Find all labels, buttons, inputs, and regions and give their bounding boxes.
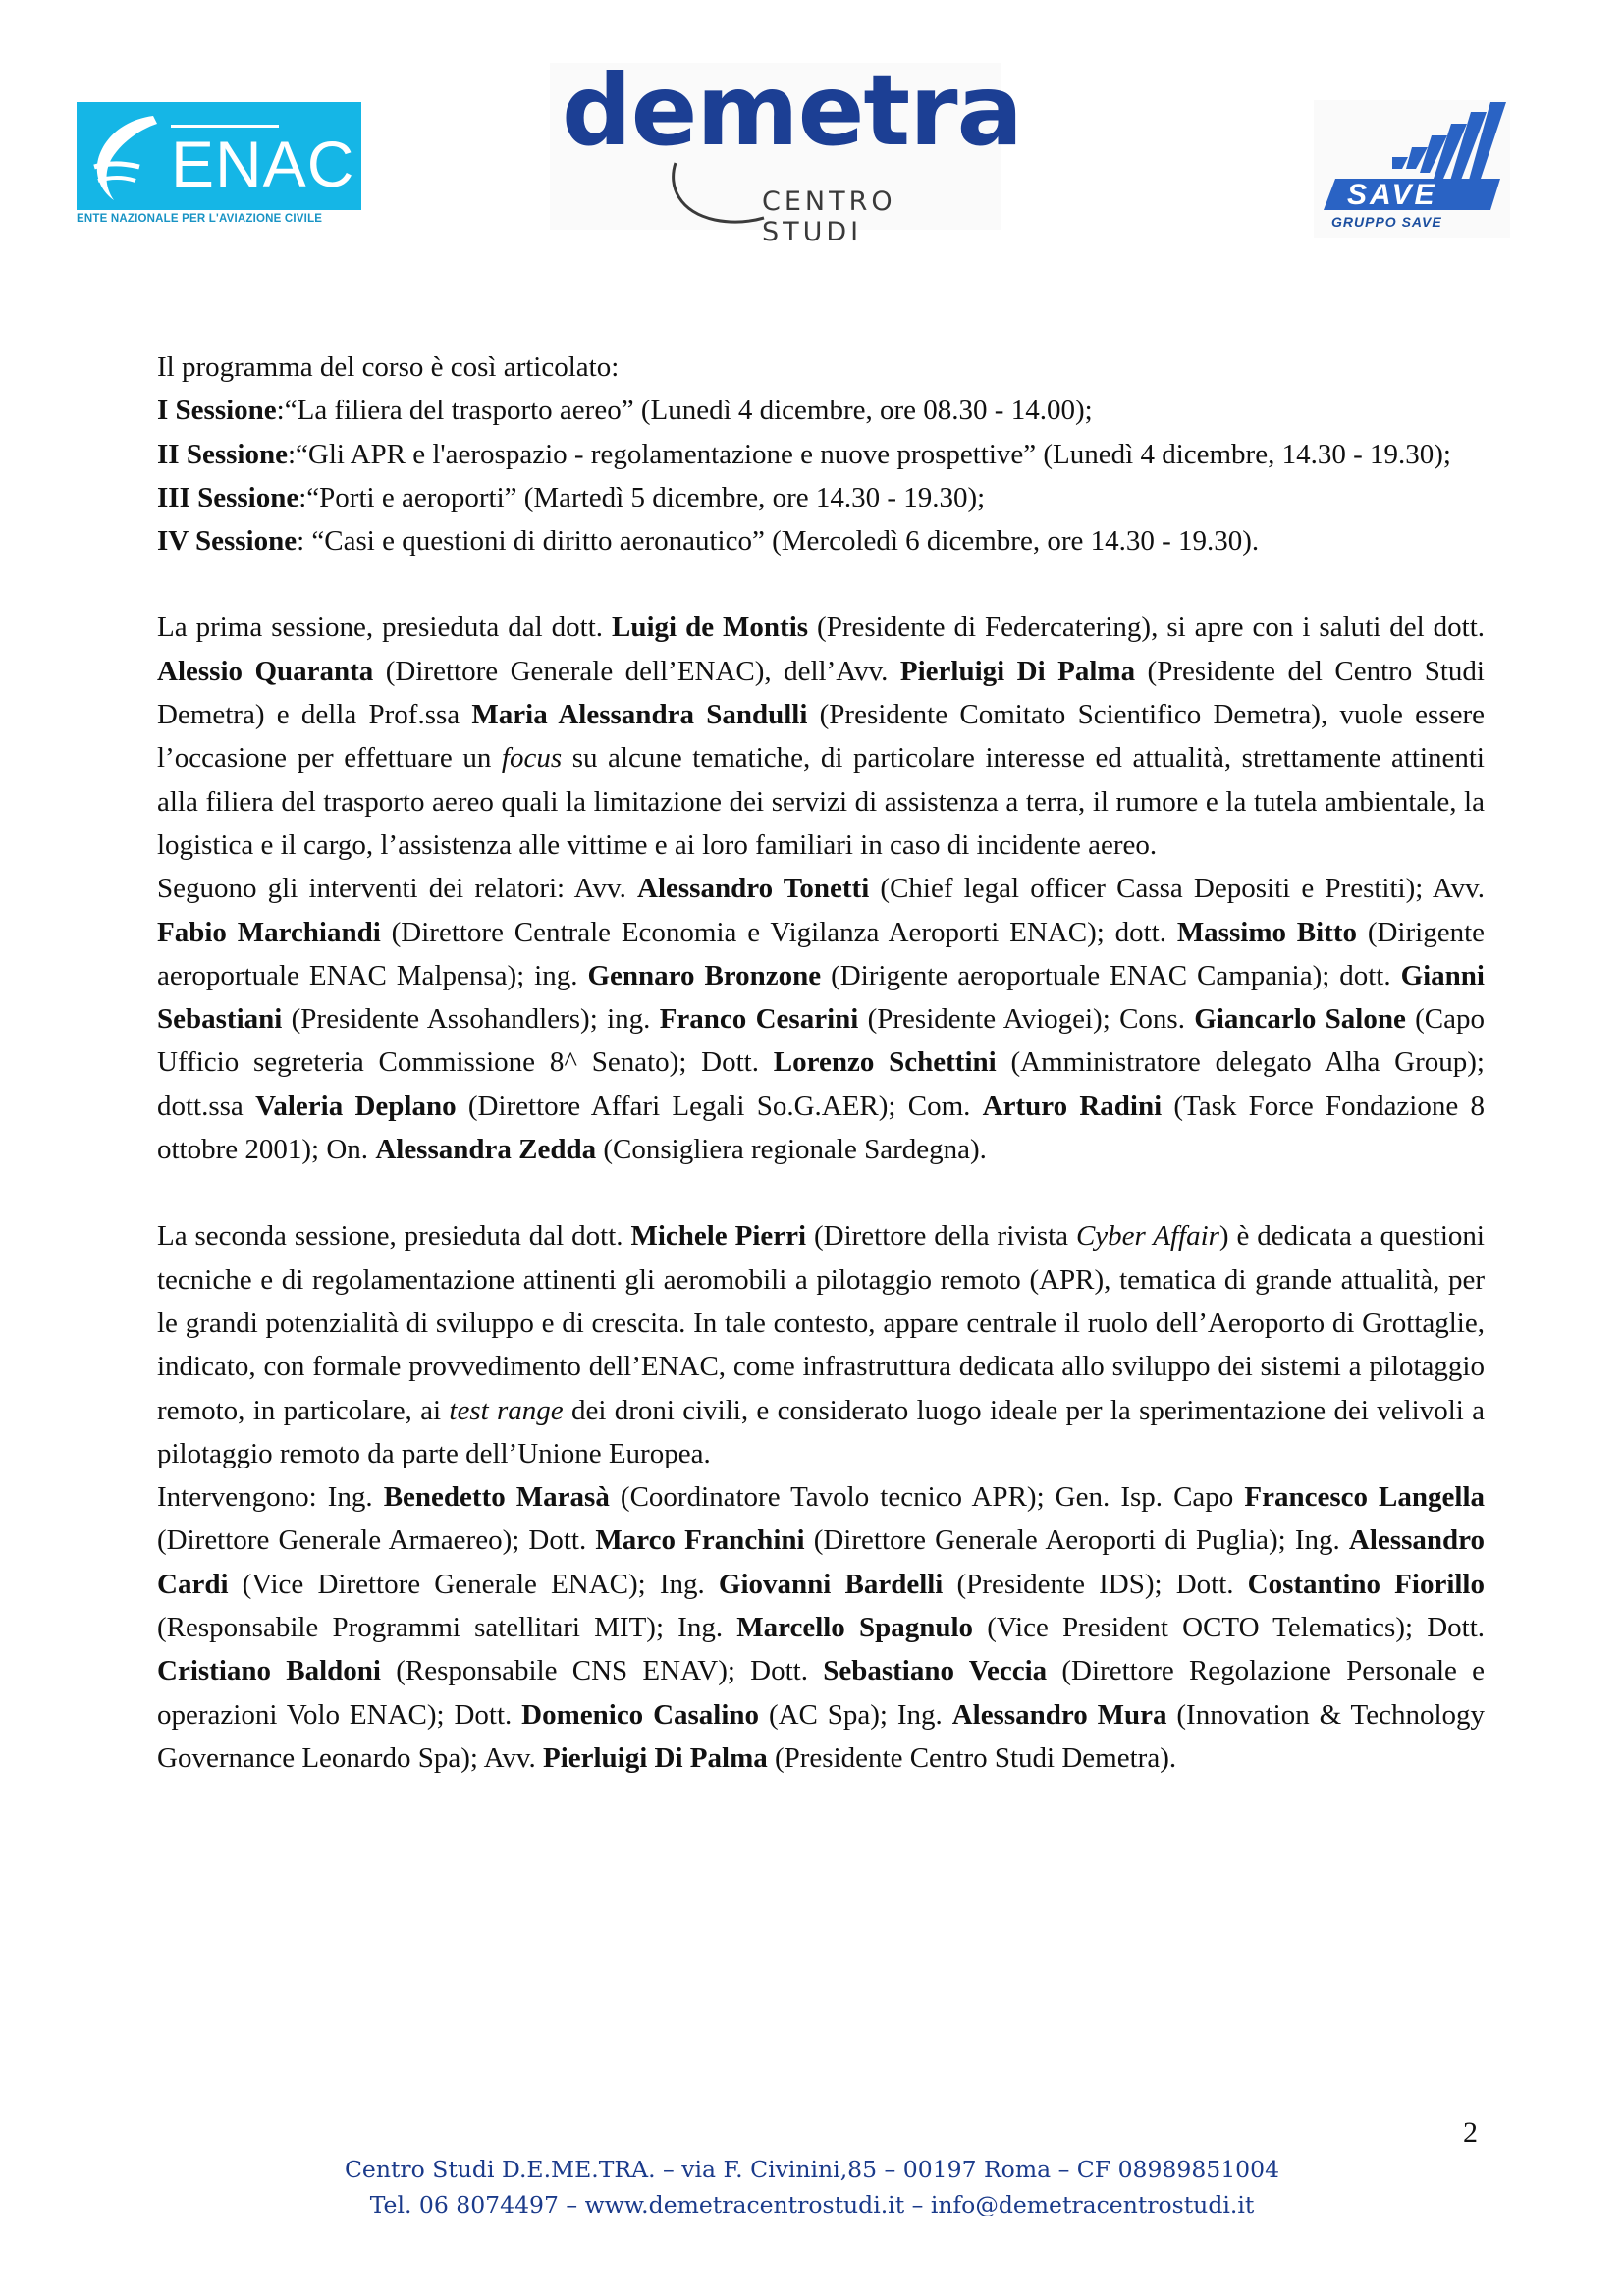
first-session-speakers [157, 867, 1485, 1171]
session-text: :“Porti e aeroporti” (Martedì 5 dicembre, ore 14.30 - 19.30); [298, 481, 986, 513]
session-text: : “Casi e questioni di diritto aeronautico” (Mercoledì 6 dicembre, ore 14.30 - 19.30). [297, 525, 1260, 558]
speaker-name: Alessio Quaranta [157, 655, 374, 687]
text-run: (Responsabile Programmi satellitari MIT); Ing. [157, 1612, 737, 1644]
text-run: La prima sessione, presieduta dal dott. [157, 612, 612, 644]
footer-address: Centro Studi D.E.ME.TRA. – via F. Civinini,85 – 00197 Roma – CF 08989851004 [344, 2156, 1280, 2183]
session-label: I Sessione [157, 395, 277, 427]
program-intro: Il programma del corso è così articolato: [157, 351, 620, 383]
speaker-name: Giovanni Bardelli [718, 1568, 944, 1600]
document-body [157, 346, 1485, 1780]
italic-term: Cyber Affair [1075, 1220, 1219, 1253]
text-run: (Presidente Comitato Scientifico Demetra), vuole essere l’occasione per effettuare un [157, 699, 1485, 774]
text-run: (Direttore Generale Aeroporti di Puglia); Ing. [804, 1524, 1349, 1557]
text-run: (Presidente Aviogei); Cons. [858, 1003, 1195, 1036]
text-run: (Presidente del Centro Studi Demetra) e della Prof.ssa [157, 655, 1485, 731]
text-run: (AC Spa); Ing. [759, 1698, 952, 1731]
text-run: (Direttore Generale dell’ENAC), dell’Avv. [373, 655, 900, 687]
enac-subtitle: ENTE NAZIONALE PER L'AVIAZIONE CIVILE [77, 213, 323, 225]
enac-swoosh-icon [84, 108, 163, 206]
session-label: II Sessione [157, 438, 288, 470]
speaker-name: Lorenzo Schettini [773, 1046, 997, 1079]
session-line-4 [157, 519, 1485, 562]
demetra-subtitle: CENTRO STUDI [762, 187, 896, 247]
save-logo [1314, 100, 1510, 238]
text-run: (Responsabile CNS ENAV); Dott. [380, 1655, 824, 1687]
text-run: (Presidente di Federcatering), si apre con i saluti del dott. [808, 612, 1486, 644]
text-run: Intervengono: Ing. [157, 1481, 384, 1514]
speaker-name: Benedetto Marasà [383, 1481, 610, 1514]
speaker-name: Pierluigi Di Palma [899, 655, 1136, 687]
text-run: (Vice President OCTO Telematics); Dott. [973, 1612, 1486, 1644]
second-session-intro [157, 1214, 1485, 1475]
text-run: (Coordinatore Tavolo tecnico APR); Gen. Isp. Capo [609, 1481, 1245, 1514]
session-label: IV Sessione [157, 525, 298, 558]
session-text: :“Gli APR e l'aerospazio - regolamentazione e nuove prospettive” (Lunedì 4 dicembre, 14.30 - 19.30); [287, 438, 1451, 470]
text-run: (Chief legal officer Cassa Depositi e Prestiti); Avv. [869, 873, 1486, 905]
session-line-1 [157, 389, 1485, 432]
italic-term: test range [449, 1394, 564, 1426]
text-run: su alcune tematiche, di particolare interesse ed attualità, strettamente attinenti alla filiera del trasporto aereo quali la limitazione dei servizi di assistenza a terra, il rumore e la tutela ambientale, la logistica e il cargo, l’assistenza alle vittime e ai loro familiari in caso di incidente aereo. [157, 742, 1485, 861]
speaker-name: Arturo Radini [982, 1090, 1163, 1122]
paragraph-gap [157, 562, 1485, 606]
speaker-name: Marcello Spagnulo [736, 1612, 974, 1644]
session-line-3 [157, 476, 1485, 519]
text-run: (Task Force Fondazione 8 ottobre 2001); On. [157, 1090, 1485, 1166]
footer-contacts: Tel. 06 8074497 – www.demetracentrostudi.it – info@demetracentrostudi.it [369, 2191, 1255, 2218]
speaker-name: Luigi de Montis [612, 612, 809, 644]
speaker-name: Alessandro Cardi [157, 1524, 1485, 1600]
text-run: (Presidente IDS); Dott. [943, 1568, 1248, 1600]
text-run: Seguono gli interventi dei relatori: Avv. [157, 873, 638, 905]
speaker-name: Valeria Deplano [255, 1090, 457, 1122]
speaker-name: Sebastiano Veccia [823, 1655, 1048, 1687]
speaker-name: Michele Pierri [630, 1220, 807, 1253]
text-run: (Dirigente aeroportuale ENAC Malpensa); ing. [157, 916, 1486, 991]
text-run: (Amministratore delegato Alha Group); dott.ssa [157, 1046, 1485, 1122]
speaker-name: Giancarlo Salone [1194, 1003, 1406, 1036]
speaker-name: Alessandro Mura [951, 1698, 1167, 1731]
text-run: (Direttore Centrale Economia e Vigilanza Aeroporti ENAC); dott. [380, 916, 1177, 948]
demetra-wordmark: demetra [562, 53, 1023, 168]
text-run: dei droni civili, e considerato luogo ideale per la sperimentazione dei velivoli a pilotaggio remoto da parte dell’Unione Europea. [157, 1394, 1485, 1469]
session-label: III Sessione [157, 481, 299, 513]
text-run: (Direttore Generale Armaereo); Dott. [157, 1524, 596, 1557]
text-run: (Direttore Affari Legali So.G.AER); Com. [456, 1090, 983, 1122]
text-run: (Dirigente aeroportuale ENAC Campania); dott. [821, 959, 1401, 991]
page-number: 2 [1463, 2116, 1478, 2149]
italic-term: focus [501, 742, 563, 774]
second-session-speakers [157, 1475, 1485, 1780]
speaker-name: Franco Cesarini [659, 1003, 859, 1036]
speaker-name: Maria Alessandra Sandulli [471, 699, 808, 731]
save-subtitle: GRUPPO SAVE [1331, 214, 1442, 230]
text-run: (Direttore Regolazione Personale e operazioni Volo ENAC); Dott. [157, 1655, 1486, 1731]
text-run: (Consigliera regionale Sardegna). [596, 1134, 987, 1166]
text-run: La seconda sessione, presieduta dal dott. [157, 1220, 631, 1253]
demetra-logo [550, 53, 1023, 247]
session-text: :“La filiera del trasporto aereo” (Lunedì 4 dicembre, ore 08.30 - 14.00); [276, 395, 1093, 427]
footer [0, 2152, 1624, 2222]
enac-logo-box [77, 102, 361, 210]
text-run: (Vice Direttore Generale ENAC); Ing. [228, 1568, 719, 1600]
speaker-name: Fabio Marchiandi [157, 916, 381, 948]
speaker-name: Massimo Bitto [1176, 916, 1358, 948]
paragraph-gap [157, 1171, 1485, 1214]
save-wordmark: SAVE [1347, 179, 1437, 211]
enac-logo [77, 102, 361, 230]
text-run: (Innovation & Technology Governance Leonardo Spa); Avv. [157, 1698, 1485, 1774]
text-run: ) è dedicata a questioni tecniche e di regolamentazione attinenti gli aeromobili a pilotaggio remoto (APR), tematica di grande attualità, per le grandi potenzialità di sviluppo e di crescita. In tale contesto, appare centrale il ruolo dell’Aeroporto di Grottaglie, indicato, con formale provvedimento dell’ENAC, come infrastruttura dedicata allo sviluppo dei sistemi a pilotaggio remoto, in particolare, ai [157, 1220, 1485, 1426]
session-line-2 [157, 433, 1485, 476]
first-session-intro [157, 606, 1485, 867]
speaker-name: Cristiano Baldoni [157, 1655, 381, 1687]
speaker-name: Gianni Sebastiani [157, 959, 1485, 1036]
speaker-name: Alessandro Tonetti [637, 873, 870, 905]
speaker-name: Gennaro Bronzone [587, 959, 822, 991]
text-run: (Direttore della rivista [806, 1220, 1076, 1253]
enac-wordmark: ENAC [171, 128, 355, 200]
text-run: (Presidente Assohandlers); ing. [282, 1003, 660, 1036]
text-run: (Capo Ufficio segreteria Commissione 8^ Senato); Dott. [157, 1003, 1486, 1079]
speaker-name: Marco Franchini [595, 1524, 805, 1557]
speaker-name: Francesco Langella [1244, 1481, 1485, 1514]
text-run: (Presidente Centro Studi Demetra). [767, 1741, 1177, 1774]
speaker-name: Alessandra Zedda [375, 1134, 597, 1166]
speaker-name: Pierluigi Di Palma [542, 1741, 768, 1774]
speaker-name: Domenico Casalino [521, 1698, 760, 1731]
speaker-name: Costantino Fiorillo [1247, 1568, 1485, 1600]
